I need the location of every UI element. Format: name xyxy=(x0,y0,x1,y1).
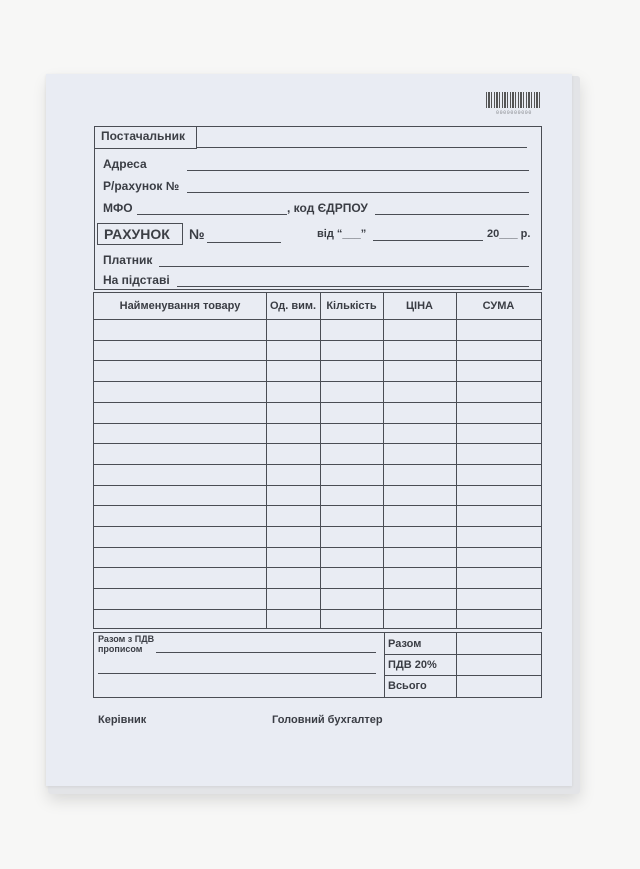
table-row[interactable] xyxy=(94,588,541,589)
column-divider xyxy=(266,293,267,628)
sum-label: Разом xyxy=(388,638,422,650)
totals-divider xyxy=(384,633,385,697)
column-divider xyxy=(320,293,321,628)
mfo-label: МФО xyxy=(103,201,133,215)
mfo-line[interactable] xyxy=(137,214,287,215)
barcode xyxy=(486,92,540,108)
date-from-label: від “___” xyxy=(317,228,367,240)
address-label: Адреса xyxy=(103,157,147,171)
total-value-cell[interactable] xyxy=(457,676,541,697)
in-words-label-2: прописом xyxy=(98,644,143,654)
column-header-sum: СУМА xyxy=(482,300,515,312)
table-row[interactable] xyxy=(94,340,541,341)
table-row[interactable] xyxy=(94,567,541,568)
year-label: 20___ р. xyxy=(487,228,531,240)
table-row[interactable] xyxy=(94,464,541,465)
payer-line[interactable] xyxy=(159,266,529,267)
address-line[interactable] xyxy=(187,170,529,171)
basis-line[interactable] xyxy=(177,286,529,287)
table-row[interactable] xyxy=(94,609,541,610)
supplier-label: Постачальник xyxy=(95,127,197,149)
table-row[interactable] xyxy=(94,526,541,527)
invoice-number-line[interactable] xyxy=(207,242,281,243)
basis-label: На підставі xyxy=(103,273,170,287)
column-header-unit: Од. вим. xyxy=(269,300,317,312)
edrpou-line[interactable] xyxy=(375,214,529,215)
accountant-signature-label: Головний бухгалтер xyxy=(272,714,383,726)
account-line[interactable] xyxy=(187,192,529,193)
invoice-form-sheet xyxy=(46,74,572,786)
table-row[interactable] xyxy=(94,505,541,506)
table-row[interactable] xyxy=(94,485,541,486)
table-row[interactable] xyxy=(94,381,541,382)
column-header-name: Найменування товару xyxy=(119,300,241,312)
account-label: Р/рахунок № xyxy=(103,179,180,193)
table-header-divider xyxy=(94,319,541,320)
table-row[interactable] xyxy=(94,443,541,444)
in-words-line-2[interactable] xyxy=(98,673,376,674)
vat-value-cell[interactable] xyxy=(457,655,541,675)
barcode-number: 0000000000 xyxy=(495,110,532,116)
table-row[interactable] xyxy=(94,547,541,548)
edrpou-label: , код ЄДРПОУ xyxy=(287,201,368,215)
in-words-label-1: Разом з ПДВ xyxy=(98,634,155,644)
table-row[interactable] xyxy=(94,402,541,403)
director-signature-label: Керівник xyxy=(98,714,147,726)
invoice-title: РАХУНОК xyxy=(97,223,183,245)
table-row[interactable] xyxy=(94,423,541,424)
payer-label: Платник xyxy=(103,253,153,267)
vat-label: ПДВ 20% xyxy=(388,659,437,671)
date-month-line[interactable] xyxy=(373,240,483,241)
totals-section xyxy=(93,632,542,698)
header-section xyxy=(94,126,542,290)
supplier-line[interactable] xyxy=(197,147,527,148)
total-label: Всього xyxy=(388,680,427,692)
in-words-line-1[interactable] xyxy=(156,652,376,653)
column-header-price: ЦІНА xyxy=(406,300,433,312)
sum-value-cell[interactable] xyxy=(457,633,541,654)
goods-table xyxy=(93,292,542,629)
table-row[interactable] xyxy=(94,360,541,361)
invoice-number-sign: № xyxy=(189,226,205,242)
column-divider xyxy=(383,293,384,628)
column-header-quantity: Кількість xyxy=(326,300,377,312)
column-divider xyxy=(456,293,457,628)
